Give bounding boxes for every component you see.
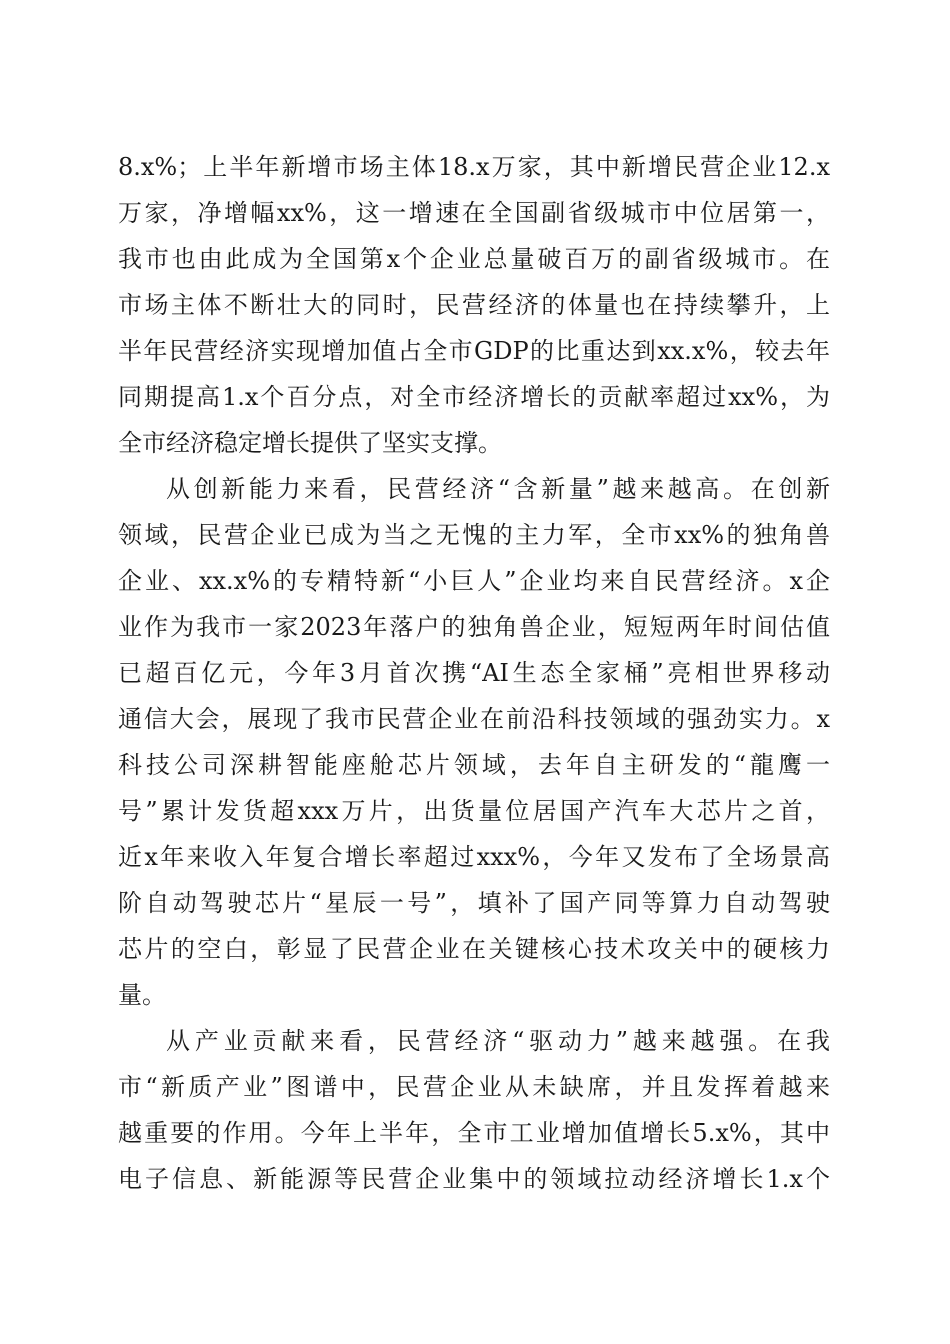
text-line: 已超百亿元，今年3月首次携“AI生态全家桶”亮相世界移动 <box>118 659 830 687</box>
text-line: 通信大会，展现了我市民营企业在前沿科技领域的强劲实力。x <box>118 705 830 733</box>
text-line: 半年民营经济实现增加值占全市GDP的比重达到xx.x%，较去年 <box>118 337 830 365</box>
text-line: 从创新能力来看，民营经济“含新量”越来越高。在创新 <box>166 475 830 503</box>
text-line: 企业、xx.x%的专精特新“小巨人”企业均来自民营经济。x企 <box>118 567 830 595</box>
text-line: 我市也由此成为全国第x个企业总量破百万的副省级城市。在 <box>118 245 830 273</box>
text-line: 领域，民营企业已成为当之无愧的主力军，全市xx%的独角兽 <box>118 521 830 549</box>
text-line: 电子信息、新能源等民营企业集中的领域拉动经济增长1.x个 <box>118 1165 830 1193</box>
text-line: 8.x%；上半年新增市场主体18.x万家，其中新增民营企业12.x <box>118 153 830 181</box>
text-line: 量。 <box>118 981 166 1009</box>
document-body <box>118 144 830 1202</box>
text-line: 从产业贡献来看，民营经济“驱动力”越来越强。在我 <box>166 1027 830 1055</box>
text-line: 近x年来收入年复合增长率超过xxx%，今年又发布了全场景高 <box>118 843 830 871</box>
text-line: 科技公司深耕智能座舱芯片领域，去年自主研发的“龍鹰一 <box>118 751 830 779</box>
text-line: 市“新质产业”图谱中，民营企业从未缺席，并且发挥着越来 <box>118 1073 830 1101</box>
text-line: 市场主体不断壮大的同时，民营经济的体量也在持续攀升，上 <box>118 291 830 319</box>
text-line: 号”累计发货超xxx万片，出货量位居国产汽车大芯片之首， <box>118 797 830 825</box>
text-line: 阶自动驾驶芯片“星辰一号”，填补了国产同等算力自动驾驶 <box>118 889 830 917</box>
text-line: 全市经济稳定增长提供了坚实支撑。 <box>118 429 502 457</box>
text-line: 芯片的空白，彰显了民营企业在关键核心技术攻关中的硬核力 <box>118 935 830 963</box>
text-line: 万家，净增幅xx%，这一增速在全国副省级城市中位居第一， <box>118 199 830 227</box>
text-line: 越重要的作用。今年上半年，全市工业增加值增长5.x%，其中 <box>118 1119 830 1147</box>
text-line: 同期提高1.x个百分点，对全市经济增长的贡献率超过xx%，为 <box>118 383 830 411</box>
text-line: 业作为我市一家2023年落户的独角兽企业，短短两年时间估值 <box>118 613 830 641</box>
